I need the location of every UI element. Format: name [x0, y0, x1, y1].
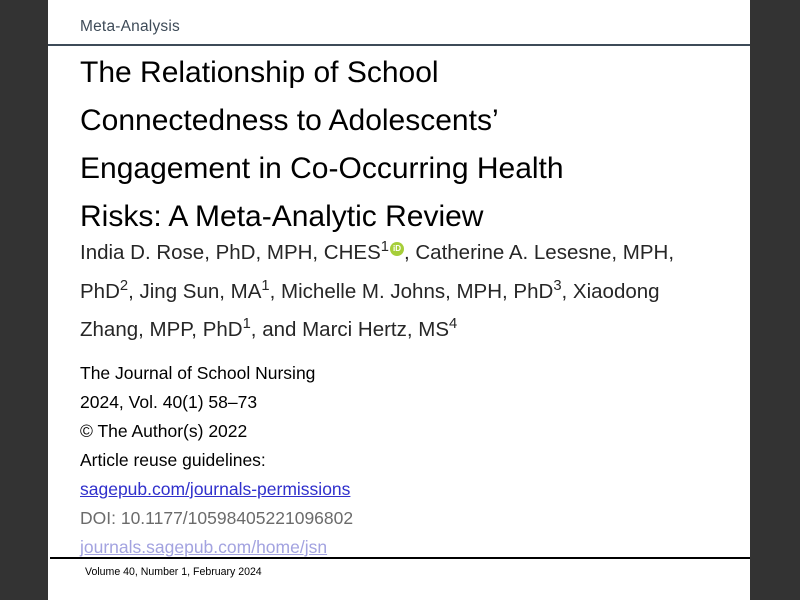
volume-info: 2024, Vol. 40(1) 58–73: [80, 392, 258, 412]
reuse-guidelines-label: Article reuse guidelines:: [80, 450, 266, 470]
author-name-text: , Catherine A. Lesesne, MPH, PhD: [80, 241, 675, 303]
author-name-text: , Jing Sun, MA: [128, 279, 262, 303]
author-affiliation-superscript: 1: [380, 239, 389, 256]
article-title: [80, 49, 740, 241]
page-margin-right: [750, 0, 800, 600]
author-list: [80, 234, 728, 350]
footer-rule: [50, 557, 750, 559]
author-affiliation-superscript: 2: [119, 277, 129, 294]
author-name-text: , Michelle M. Johns, MPH, PhD: [269, 279, 554, 303]
author-affiliation-superscript: 1: [242, 316, 251, 333]
journal-home-link[interactable]: journals.sagepub.com/home/jsn: [80, 537, 328, 557]
author-affiliation-superscript: 4: [449, 316, 458, 333]
permissions-link[interactable]: sagepub.com/journals-permissions: [80, 479, 351, 499]
page-margin-left: [0, 0, 48, 600]
article-category-label: Meta-Analysis: [80, 18, 180, 35]
title-line-1: The Relationship of School: [80, 56, 439, 89]
title-line-3: Engagement in Co-Occurring Health: [80, 152, 564, 185]
orcid-icon[interactable]: iD: [390, 242, 404, 256]
title-line-2: Connectedness to Adolescents’: [80, 104, 499, 137]
author-name-text: India D. Rose, PhD, MPH, CHES: [80, 241, 381, 264]
journal-info-block: [80, 359, 500, 562]
journal-name: The Journal of School Nursing: [80, 363, 316, 383]
copyright-notice: © The Author(s) 2022: [80, 421, 248, 441]
author-affiliation-superscript: 3: [553, 277, 562, 294]
header-rule: [48, 44, 750, 46]
author-name-text: , Xiaodong Zhang, MPP, PhD: [80, 279, 660, 341]
author-name-text: , and Marci Hertz, MS: [250, 318, 450, 341]
author-affiliation-superscript: 1: [261, 277, 270, 294]
footer-volume-text: Volume 40, Number 1, February 2024: [85, 566, 262, 578]
doi-text: DOI: 10.1177/10598405221096802: [80, 508, 354, 528]
title-line-4: Risks: A Meta-Analytic Review: [80, 200, 484, 233]
